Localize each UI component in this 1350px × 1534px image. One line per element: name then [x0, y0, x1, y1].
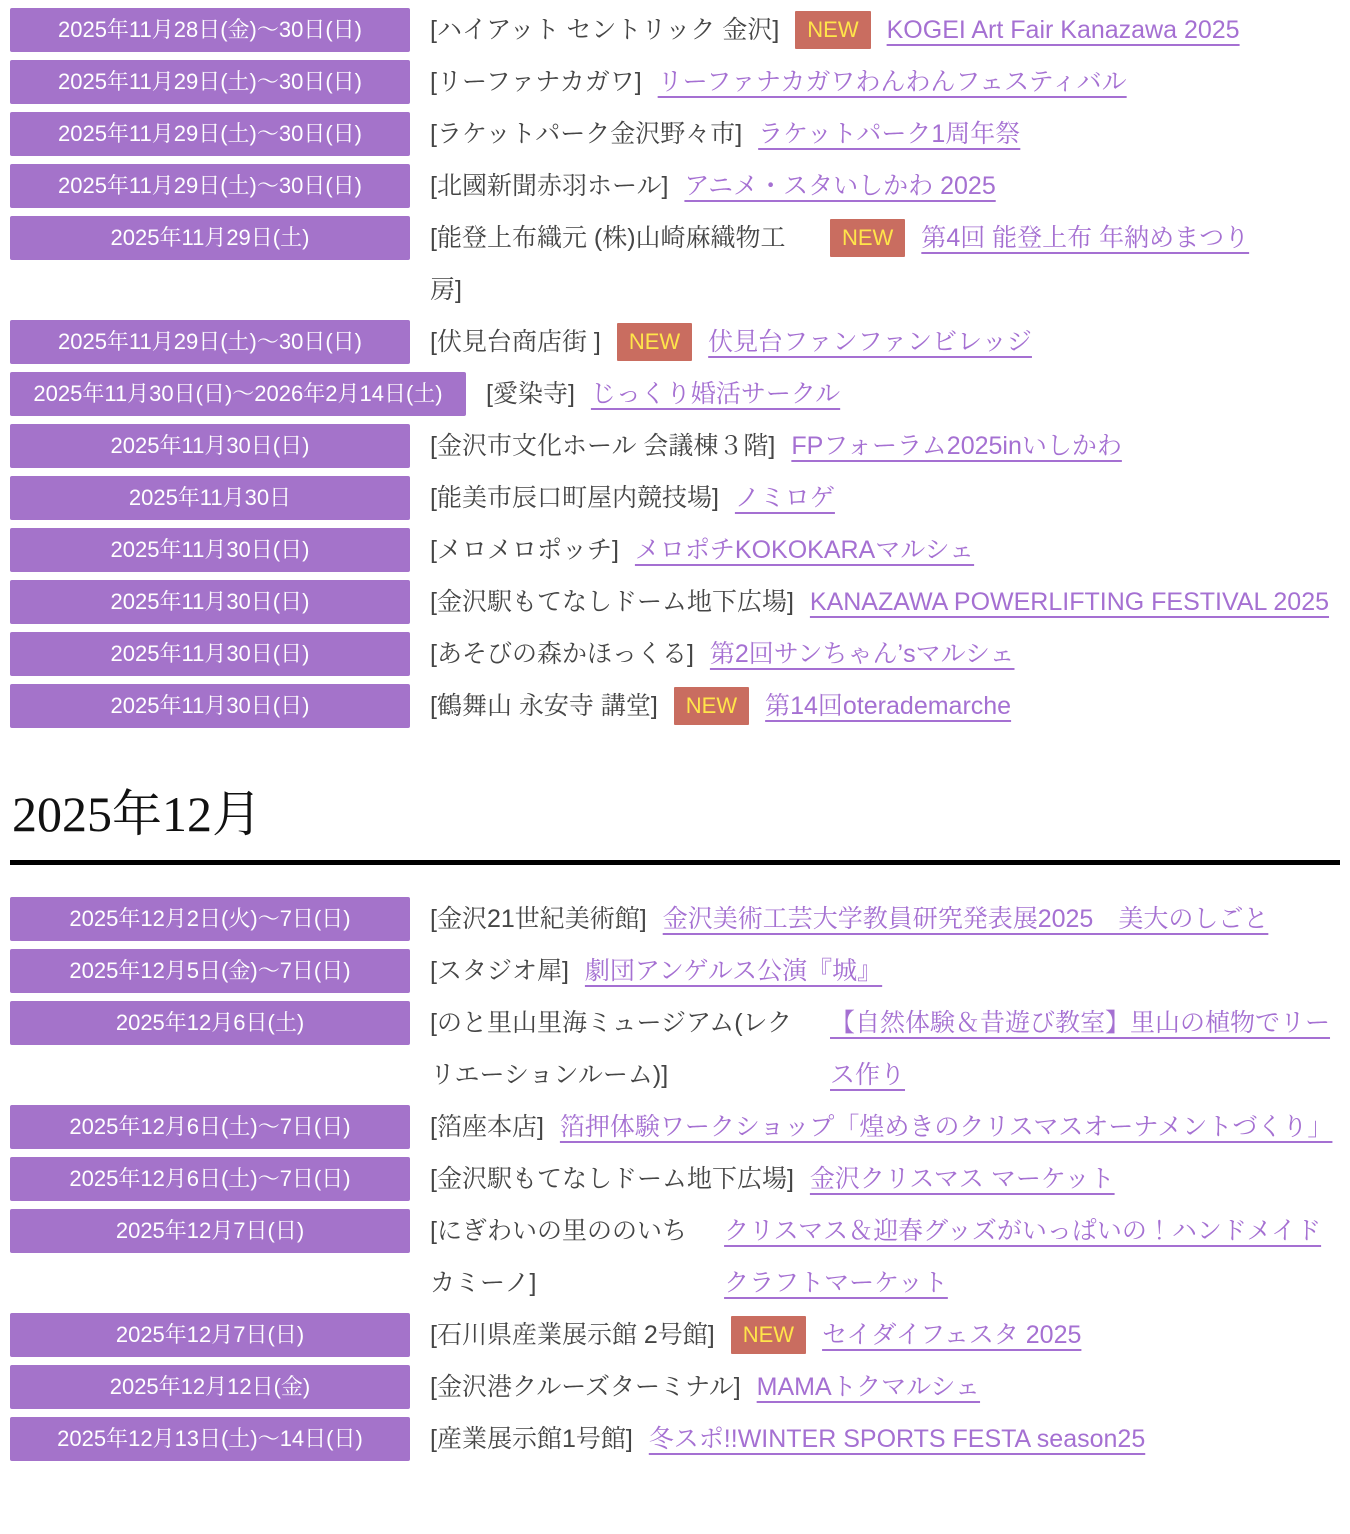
event-row [10, 628, 1340, 680]
event-row-content [430, 108, 1340, 160]
event-row-content [430, 56, 1340, 108]
event-row-content [430, 1361, 1340, 1413]
event-venue: [愛染寺] [486, 380, 575, 408]
event-row-content [430, 160, 1340, 212]
event-link[interactable]: 伏見台ファンファンビレッジ [708, 328, 1032, 356]
event-row [10, 1361, 1340, 1413]
event-date-badge: 2025年11月28日(金)～30日(日) [10, 8, 410, 52]
event-link[interactable]: 【自然体験＆昔遊び教室】里山の植物でリース作り [830, 1008, 1331, 1089]
event-link[interactable]: アニメ・スタいしかわ 2025 [684, 172, 996, 200]
event-row [10, 56, 1340, 108]
event-date-badge: 2025年11月29日(土) [10, 216, 410, 260]
event-row-content [430, 680, 1340, 732]
event-link[interactable]: 第2回サンちゃん’sマルシェ [709, 640, 1015, 668]
event-row-content [430, 1413, 1340, 1465]
event-link[interactable]: KOGEI Art Fair Kanazawa 2025 [886, 16, 1240, 44]
event-date-badge: 2025年12月13日(土)～14日(日) [10, 1417, 410, 1461]
event-venue: [ラケットパーク金沢野々市] [430, 120, 743, 148]
event-date-badge: 2025年12月7日(日) [10, 1313, 410, 1357]
event-link[interactable]: ノミロゲ [734, 484, 835, 512]
event-venue: [能登上布織元 (株)山崎麻織物工房] [430, 224, 786, 304]
event-link[interactable]: 劇団アンゲルス公演『城』 [584, 956, 883, 985]
event-row-content [430, 1309, 1340, 1361]
event-row [10, 1153, 1340, 1205]
event-link[interactable]: 金沢クリスマス マーケット [809, 1164, 1115, 1193]
event-link[interactable]: MAMAトクマルシェ [756, 1372, 981, 1401]
event-venue: [スタジオ犀] [430, 956, 569, 985]
new-badge: NEW [674, 687, 749, 725]
event-section-december [10, 786, 1340, 1465]
event-date-badge: 2025年11月30日(日) [10, 424, 410, 468]
event-row [10, 524, 1340, 576]
event-date-badge: 2025年11月29日(土)～30日(日) [10, 320, 410, 364]
event-venue: [鶴舞山 永安寺 講堂] [430, 692, 658, 720]
event-link[interactable]: ラケットパーク1周年祭 [758, 120, 1021, 148]
event-row-content [430, 4, 1340, 56]
new-badge: NEW [830, 219, 905, 257]
event-link[interactable]: 第4回 能登上布 年納めまつり [921, 224, 1250, 252]
event-row [10, 893, 1340, 945]
event-date-badge: 2025年11月30日(日)～2026年2月14日(土) [10, 372, 466, 416]
event-row [10, 420, 1340, 472]
event-row [10, 4, 1340, 56]
event-link[interactable]: メロポチKOKOKARAマルシェ [634, 536, 975, 564]
event-row [10, 368, 1340, 420]
event-row [10, 1309, 1340, 1361]
section-heading: 2025年12月 [12, 786, 262, 842]
event-row [10, 997, 1340, 1101]
event-venue: [にぎわいの里ののいち カミーノ] [430, 1216, 687, 1297]
event-link[interactable]: 第14回oterademarche [765, 692, 1012, 720]
event-row-content [430, 893, 1340, 945]
event-row-content [430, 576, 1340, 628]
event-row-content [430, 524, 1340, 576]
event-date-badge: 2025年12月5日(金)～7日(日) [10, 949, 410, 993]
event-date-badge: 2025年12月6日(土)～7日(日) [10, 1105, 410, 1149]
event-venue: [石川県産業展示館 2号館] [430, 1320, 715, 1349]
event-venue: [産業展示館1号館] [430, 1424, 633, 1453]
event-row-content [430, 420, 1340, 472]
event-row [10, 316, 1340, 368]
event-link[interactable]: 箔押体験ワークショップ「煌めきのクリスマスオーナメントづくり」 [559, 1112, 1333, 1141]
event-venue: [メロメロポッチ] [430, 536, 619, 564]
event-row [10, 1101, 1340, 1153]
event-date-badge: 2025年11月30日(日) [10, 684, 410, 728]
event-venue: [箔座本店] [430, 1112, 544, 1141]
event-venue: [伏見台商店街 ] [430, 328, 601, 356]
event-date-badge: 2025年11月30日 [10, 476, 410, 520]
event-row [10, 160, 1340, 212]
event-date-badge: 2025年12月6日(土)～7日(日) [10, 1157, 410, 1201]
event-row-content [486, 368, 1340, 420]
event-venue: [金沢駅もてなしドーム地下広場] [430, 588, 794, 616]
event-date-badge: 2025年11月30日(日) [10, 528, 410, 572]
event-link[interactable]: クリスマス＆迎春グッズがいっぱいの！ハンドメイドクラフトマーケット [724, 1216, 1322, 1297]
event-row [10, 1413, 1340, 1465]
event-date-badge: 2025年11月29日(土)～30日(日) [10, 164, 410, 208]
event-row [10, 680, 1340, 732]
event-rows-november [10, 4, 1340, 732]
event-venue: [金沢21世紀美術館] [430, 904, 647, 933]
event-row-content [430, 1205, 1340, 1309]
event-row-content [430, 1101, 1340, 1153]
event-row-content [430, 212, 1340, 316]
event-date-badge: 2025年11月29日(土)～30日(日) [10, 112, 410, 156]
new-badge: NEW [617, 323, 692, 361]
event-venue: [あそびの森かほっくる] [430, 640, 694, 668]
event-row [10, 108, 1340, 160]
event-row [10, 576, 1340, 628]
event-venue: [リーファナカガワ] [430, 68, 642, 96]
event-link[interactable]: セイダイフェスタ 2025 [822, 1320, 1082, 1349]
event-row-content [430, 472, 1340, 524]
new-badge: NEW [795, 11, 870, 49]
event-row [10, 1205, 1340, 1309]
event-date-badge: 2025年12月6日(土) [10, 1001, 410, 1045]
new-badge: NEW [731, 1316, 806, 1354]
event-date-badge: 2025年11月30日(日) [10, 632, 410, 676]
event-row [10, 212, 1340, 316]
event-venue: [ハイアット セントリック 金沢] [430, 16, 780, 44]
event-row-content [430, 316, 1340, 368]
event-date-badge: 2025年12月12日(金) [10, 1365, 410, 1409]
event-section-november [10, 4, 1340, 732]
event-link[interactable]: 金沢美術工芸大学教員研究発表展2025 美大のしごと [662, 904, 1269, 933]
event-row-content [430, 997, 1340, 1101]
event-date-badge: 2025年11月29日(土)～30日(日) [10, 60, 410, 104]
event-row-content [430, 1153, 1340, 1205]
event-venue: [金沢駅もてなしドーム地下広場] [430, 1164, 794, 1193]
section-divider [10, 860, 1340, 865]
event-date-badge: 2025年12月7日(日) [10, 1209, 410, 1253]
event-link[interactable]: KANAZAWA POWERLIFTING FESTIVAL 2025 [809, 588, 1330, 616]
event-link[interactable]: じっくり婚活サークル [590, 380, 841, 408]
event-row-content [430, 628, 1340, 680]
event-venue: [能美市辰口町屋内競技場] [430, 484, 719, 512]
event-venue: [のと里山里海ミュージアム(レクリエーションルーム)] [430, 1008, 793, 1089]
event-link[interactable]: FPフォーラム2025inいしかわ [791, 432, 1122, 460]
event-row [10, 945, 1340, 997]
event-rows-december [10, 893, 1340, 1465]
event-link[interactable]: リーファナカガワわんわんフェスティバル [657, 68, 1127, 96]
event-date-badge: 2025年11月30日(日) [10, 580, 410, 624]
event-row-content [430, 945, 1340, 997]
event-venue: [金沢港クルーズターミナル] [430, 1372, 741, 1401]
event-venue: [金沢市文化ホール 会議棟３階] [430, 432, 776, 460]
event-row [10, 472, 1340, 524]
event-link[interactable]: 冬スポ!!WINTER SPORTS FESTA season25 [648, 1424, 1146, 1453]
event-venue: [北國新聞赤羽ホール] [430, 172, 669, 200]
event-date-badge: 2025年12月2日(火)～7日(日) [10, 897, 410, 941]
